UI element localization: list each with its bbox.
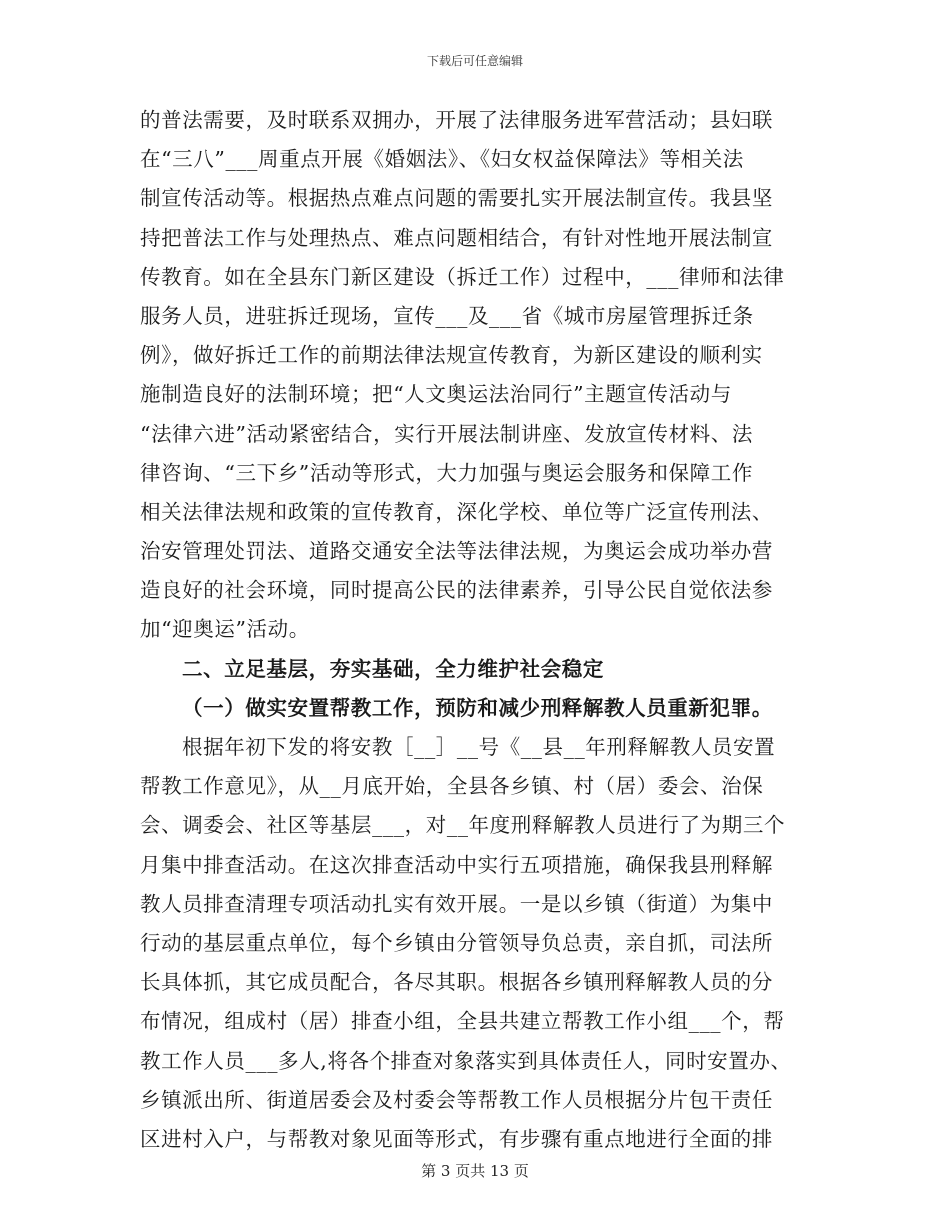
paragraph-line: “法律六进”活动紧密结合，实行开展法制讲座、发放宣传材料、法 <box>140 421 753 446</box>
section-heading: （一）做实安置帮教工作，预防和减少刑释解教人员重新犯罪。 <box>182 695 773 720</box>
paragraph-line: 治安管理处罚法、道路交通安全法等法律法规，为奥运会成功举办营 <box>140 539 773 564</box>
paragraph-line: 长具体抓，其它成员配合，各尽其职。根据各乡镇刑释解教人员的分 <box>140 970 773 995</box>
paragraph-line: 律咨询、“三下乡”活动等形式，大力加强与奥运会服务和保障工作 <box>140 460 753 485</box>
paragraph-line: 制宣传活动等。根据热点难点问题的需要扎实开展法制宣传。我县坚 <box>140 186 773 211</box>
paragraph-line: 布情况，组成村（居）排查小组，全县共建立帮教工作小组___个，帮 <box>140 1009 785 1034</box>
paragraph-line: 相关法律法规和政策的宣传教育，深化学校、单位等广泛宣传刑法、 <box>140 499 773 524</box>
paragraph-line: 施制造良好的法制环境；把“人文奥运法治同行”主题宣传活动与 <box>140 382 732 407</box>
paragraph-line: 加“迎奥运”活动。 <box>140 617 310 642</box>
paragraph-line: 造良好的社会环境，同时提高公民的法律素养，引导公民自觉依法参 <box>140 578 773 603</box>
paragraph-line: 行动的基层重点单位，每个乡镇由分管领导负总责，亲自抓，司法所 <box>140 930 773 955</box>
paragraph-line: 教工作人员___多人,将各个排查对象落实到具体责任人，同时安置办、 <box>140 1048 792 1073</box>
paragraph-line: 月集中排查活动。在这次排查活动中实行五项措施，确保我县刑释解 <box>140 852 773 877</box>
paragraph-line: 传教育。如在全县东门新区建设（拆迁工作）过程中，___律师和法律 <box>140 264 785 289</box>
paragraph-line: 服务人员，进驻拆迁现场，宣传___及___省《城市房屋管理拆迁条 <box>140 303 754 328</box>
paragraph-line: 的普法需要，及时联系双拥办，开展了法律服务进军营活动；县妇联 <box>140 108 773 132</box>
paragraph-line: 教人员排查清理专项活动扎实有效开展。一是以乡镇（街道）为集中 <box>140 891 773 916</box>
paragraph-line: 持把普法工作与处理热点、难点问题相结合，有针对性地开展法制宣 <box>140 225 773 250</box>
paragraph-line: 例》，做好拆迁工作的前期法律法规宣传教育，为新区建设的顺利实 <box>140 343 763 368</box>
paragraph-line: 区进村入户，与帮教对象见面等形式，有步骤有重点地进行全面的排 <box>140 1126 773 1151</box>
section-heading: 二、立足基层，夯实基础，全力维护社会稳定 <box>182 656 604 681</box>
paragraph-line: 会、调委会、社区等基层___，对__年度刑释解教人员进行了为期三个 <box>140 813 786 838</box>
page-footer: 第 3 页共 13 页 <box>421 1162 529 1180</box>
paragraph-line: 帮教工作意见》，从__月底开始，全县各乡镇、村（居）委会、治保 <box>140 774 764 799</box>
paragraph-line: 乡镇派出所、街道居委会及村委会等帮教工作人员根据分片包干责任 <box>140 1087 773 1112</box>
document-body <box>140 101 810 1159</box>
paragraph-line: 在“三八”___周重点开展《婚姻法》、《妇女权益保障法》等相关法 <box>140 147 744 172</box>
page-header: 下载后可任意编辑 <box>426 54 523 68</box>
paragraph-line: 根据年初下发的将安教［__］__号《__县__年刑释解教人员安置 <box>182 735 776 759</box>
